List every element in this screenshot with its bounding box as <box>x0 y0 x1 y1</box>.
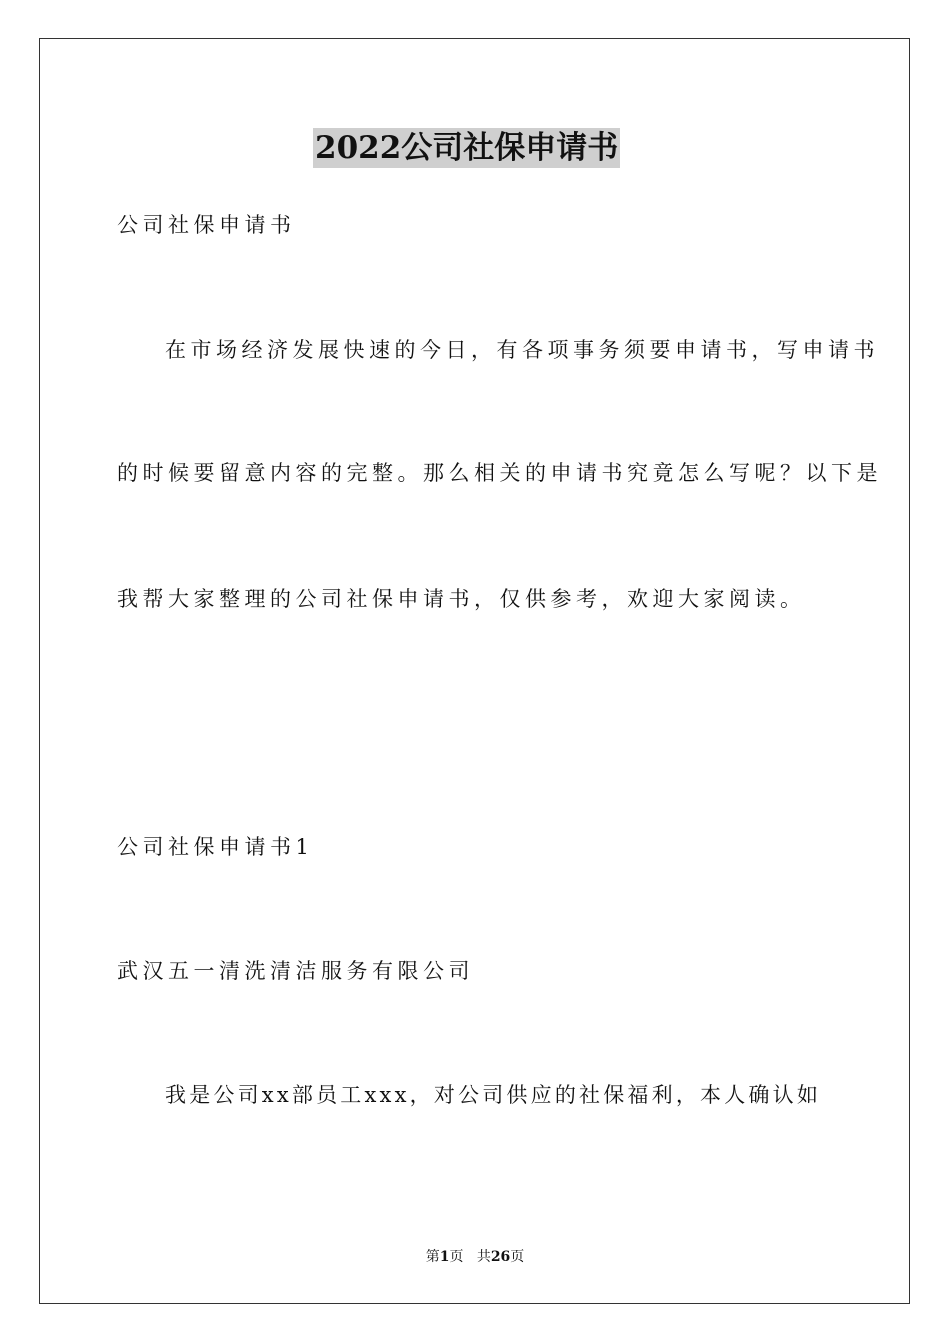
page-footer <box>0 1247 950 1267</box>
addressee-line: 武汉五一清洗清洁服务有限公司 <box>117 959 474 983</box>
intro-line-3: 我帮大家整理的公司社保申请书，仅供参考，欢迎大家阅读。 <box>117 587 806 611</box>
document-heading: 公司社保申请书 <box>117 213 296 237</box>
footer-page-suffix: 页 <box>449 1249 464 1265</box>
body-line: 我是公司xx部员工xxx，对公司供应的社保福利，本人确认如 <box>165 1083 822 1107</box>
footer-page-prefix: 第 <box>425 1249 440 1265</box>
footer-total-pages: 26 <box>490 1249 511 1265</box>
document-title: 2022公司社保申请书 <box>315 130 619 166</box>
footer-total-suffix: 页 <box>510 1249 525 1265</box>
footer-page-number: 1 <box>439 1249 450 1265</box>
footer-total-prefix: 共 <box>476 1249 491 1265</box>
intro-line-2: 的时候要留意内容的完整。那么相关的申请书究竟怎么写呢？以下是 <box>117 461 882 485</box>
intro-line-1: 在市场经济发展快速的今日，有各项事务须要申请书，写申请书 <box>165 338 879 362</box>
section-title: 公司社保申请书1 <box>117 835 314 859</box>
